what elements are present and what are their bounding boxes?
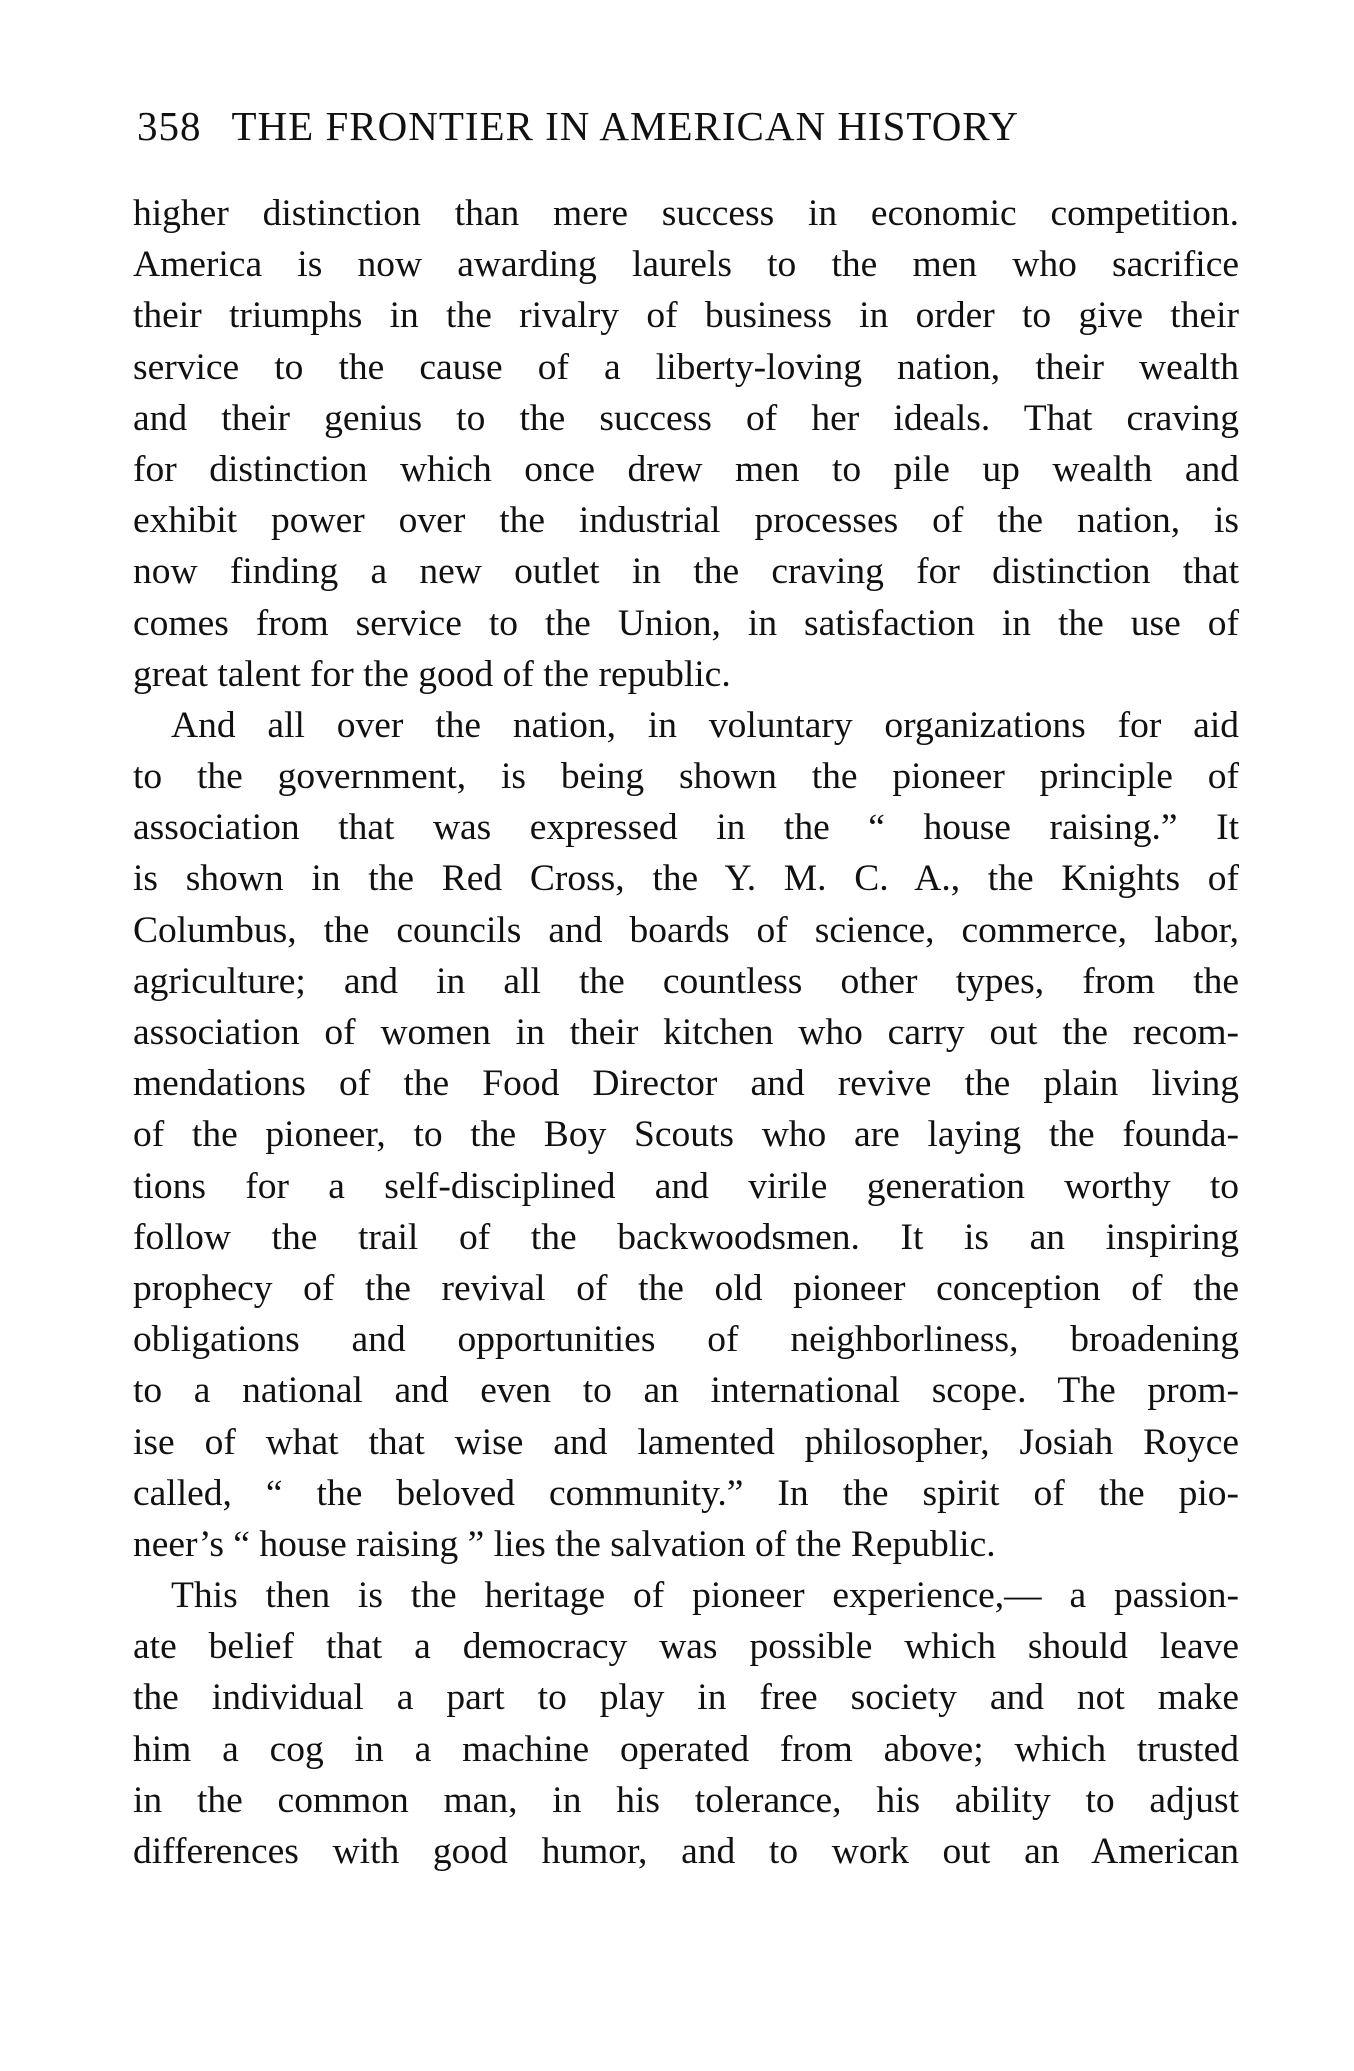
- text-line: exhibit power over the industrial processes of the nation, is: [133, 500, 1239, 542]
- paragraph: [133, 1570, 1239, 1877]
- text-line: differences with good humor, and to work out an American: [133, 1831, 1239, 1872]
- text-line: of the pioneer, to the Boy Scouts who are laying the founda-: [133, 1114, 1239, 1156]
- paragraph: [133, 700, 1239, 1570]
- text-line: to a national and even to an international scope. The prom-: [133, 1370, 1239, 1412]
- body-text: [133, 188, 1239, 1877]
- text-line: And all over the nation, in voluntary organizations for aid: [171, 704, 1239, 746]
- running-head: [137, 102, 1247, 162]
- text-line: prophecy of the revival of the old pioneer conception of the: [133, 1267, 1239, 1309]
- text-line: is shown in the Red Cross, the Y. M. C. A., the Knights of: [133, 858, 1239, 900]
- text-line: called, “ the beloved community.” In the spirit of the pio-: [133, 1472, 1239, 1514]
- text-line: now finding a new outlet in the craving for distinction that: [133, 551, 1239, 593]
- page-number: 358: [137, 103, 202, 149]
- text-line: to the government, is being shown the pioneer principle of: [133, 756, 1239, 798]
- text-line: for distinction which once drew men to pile up wealth and: [133, 448, 1239, 490]
- text-line: and their genius to the success of her ideals. That craving: [133, 397, 1239, 439]
- text-line: tions for a self-disciplined and virile generation worthy to: [133, 1165, 1239, 1207]
- text-line: obligations and opportunities of neighborliness, broadening: [133, 1319, 1239, 1361]
- text-line: in the common man, in his tolerance, his ability to adjust: [133, 1779, 1239, 1821]
- text-line: comes from service to the Union, in satisfaction in the use of: [133, 602, 1239, 644]
- text-line: agriculture; and in all the countless other types, from the: [133, 960, 1239, 1002]
- paragraph: [133, 188, 1239, 700]
- book-title: THE FRONTIER IN AMERICAN HISTORY: [231, 103, 1019, 149]
- text-line: mendations of the Food Director and revive the plain living: [133, 1063, 1239, 1105]
- text-line: association of women in their kitchen who carry out the recom-: [133, 1012, 1239, 1053]
- text-line: him a cog in a machine operated from above; which trusted: [133, 1728, 1239, 1770]
- text-line: higher distinction than mere success in economic competition.: [133, 193, 1239, 234]
- text-line: service to the cause of a liberty-loving nation, their wealth: [133, 346, 1239, 388]
- text-line: America is now awarding laurels to the men who sacrifice: [133, 244, 1239, 286]
- text-line: This then is the heritage of pioneer experience,— a passion-: [171, 1575, 1239, 1617]
- text-line: the individual a part to play in free society and not make: [133, 1677, 1239, 1719]
- text-line: Columbus, the councils and boards of science, commerce, labor,: [133, 909, 1239, 951]
- text-line: ise of what that wise and lamented philosopher, Josiah Royce: [133, 1421, 1239, 1463]
- text-line: association that was expressed in the “ house raising.” It: [133, 807, 1239, 849]
- text-line: ate belief that a democracy was possible which should leave: [133, 1626, 1239, 1668]
- text-line: follow the trail of the backwoodsmen. It is an inspiring: [133, 1216, 1239, 1258]
- text-line: their triumphs in the rivalry of business in order to give their: [133, 295, 1239, 337]
- text-line: neer’s “ house raising ” lies the salvation of the Republic.: [133, 1523, 996, 1565]
- text-line: great talent for the good of the republic.: [133, 653, 731, 695]
